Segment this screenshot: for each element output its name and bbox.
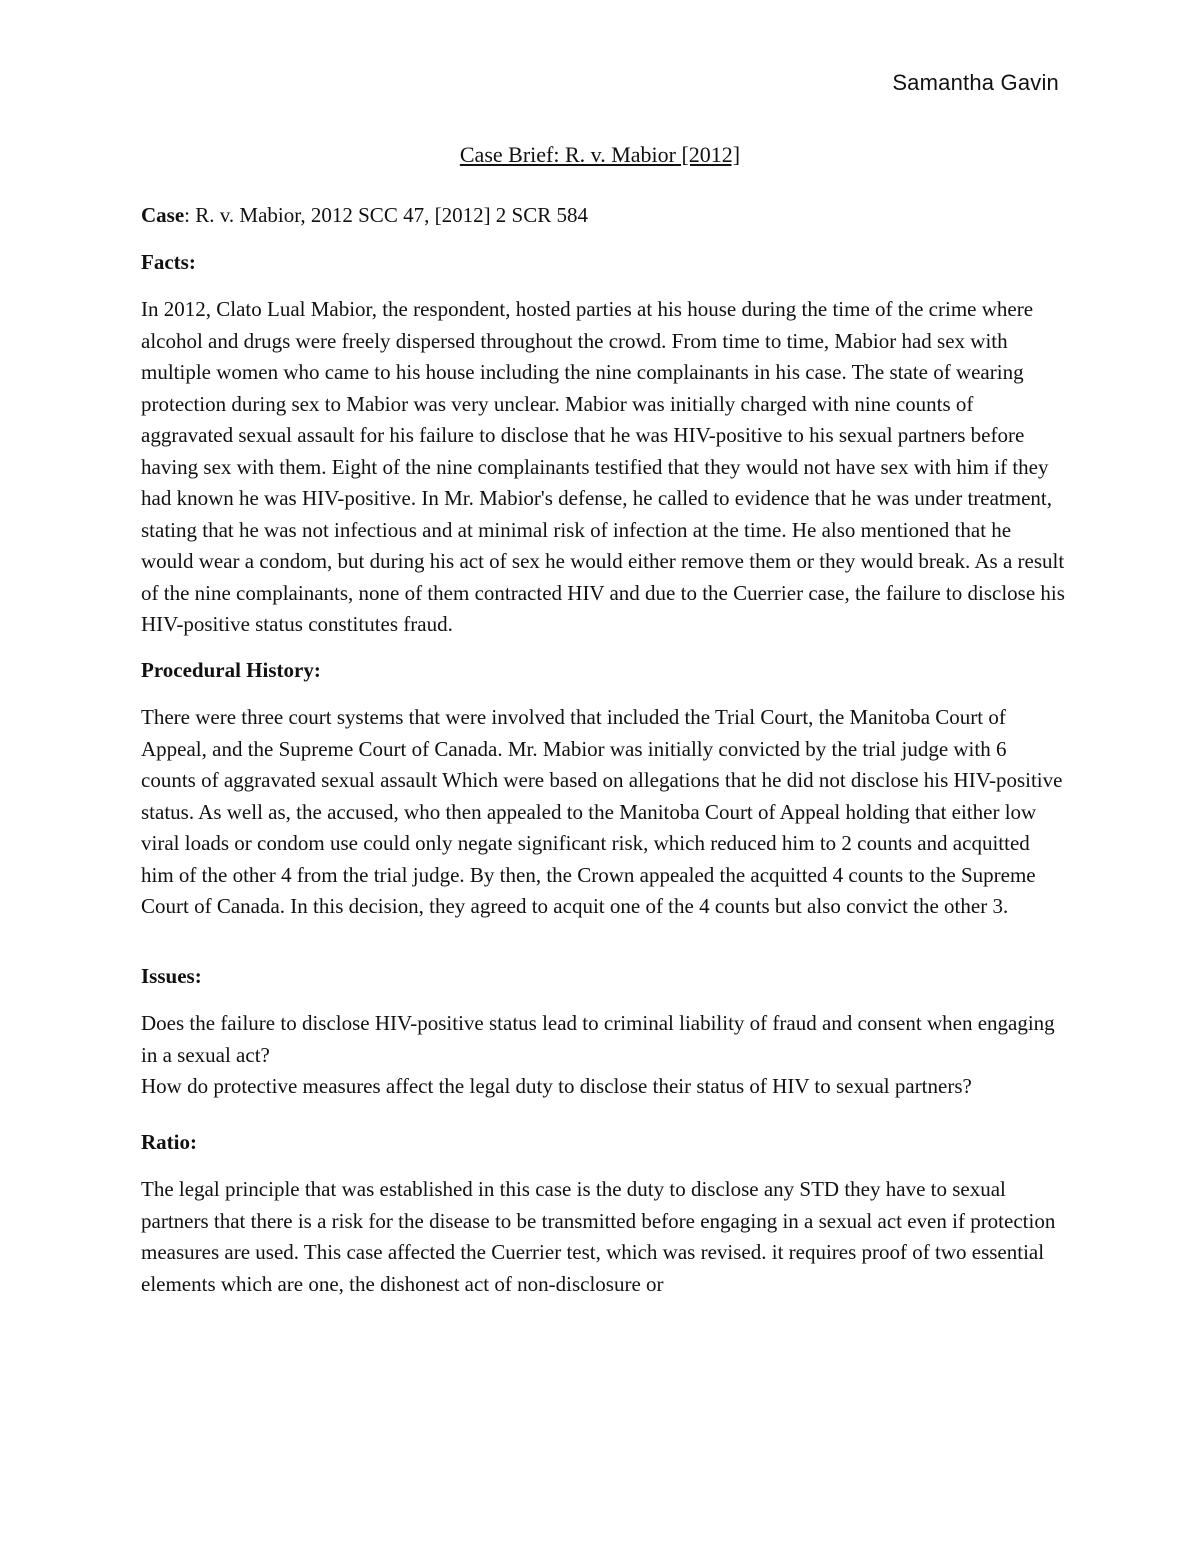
issues-heading: Issues: — [141, 963, 202, 988]
ratio-heading: Ratio: — [141, 1129, 197, 1154]
facts-heading: Facts: — [141, 249, 196, 274]
issue-item: Does the failure to disclose HIV-positive status lead to criminal liability of fraud and consent when engaging in a sexual act? — [141, 1011, 1055, 1067]
case-citation-line — [141, 200, 1066, 232]
facts-paragraph: In 2012, Clato Lual Mabior, the respondent, hosted parties at his house during the time of the crime where alcohol and drugs were freely dispersed throughout the crowd. From time to time, Mabior had sex with multiple women who came to his house including the nine complainants in his case. The state of wearing protection during sex to Mabior was very unclear. Mabior was initially charged with nine counts of aggravated sexual assault for his failure to disclose that he was HIV-positive to his sexual partners before having sex with them. Eight of the nine complainants testified that they would not have sex with him if they had known he was HIV-positive. In Mr. Mabior's defense, he called to evidence that he was under treatment, stating that he was not infectious and at minimal risk of infection at the time. He also mentioned that he would wear a condom, but during his act of sex he would either remove them or they would break. As a result of the nine complainants, none of them contracted HIV and due to the Cuerrier case, the failure to disclose his HIV-positive status constitutes fraud. — [141, 297, 1065, 636]
spacer — [141, 1103, 1066, 1127]
author-name: Samantha Gavin — [892, 70, 1059, 95]
document-body — [141, 200, 1066, 1314]
document-title: Case Brief: R. v. Mabior [2012] — [459, 142, 741, 167]
case-citation: : R. v. Mabior, 2012 SCC 47, [2012] 2 SCR 584 — [184, 203, 589, 227]
ratio-paragraph: The legal principle that was established in this case is the duty to disclose any STD they have to sexual partners that there is a risk for the disease to be transmitted before engaging in a sexual act even if protection measures are used. This case affected the Cuerrier test, which was revised. it requires proof of two essential elements which are one, the dishonest act of non-disclosure or — [141, 1177, 1056, 1296]
issue-item: How do protective measures affect the legal duty to disclose their status of HIV to sexual partners? — [141, 1074, 972, 1098]
procedural-history-heading: Procedural History: — [141, 657, 321, 682]
procedural-history-paragraph: There were three court systems that were involved that included the Trial Court, the Manitoba Court of Appeal, and the Supreme Court of Canada. Mr. Mabior was initially convicted by the trial judge with 6 counts of aggravated sexual assault Which were based on allegations that he did not disclose his HIV-positive status. As well as, the accused, who then appealed to the Manitoba Court of Appeal holding that either low viral loads or condom use could only negate significant risk, which reduced him to 2 counts and acquitted him of the other 4 from the trial judge. By then, the Crown appealed the acquitted 4 counts to the Supreme Court of Canada. In this decision, they agreed to acquit one of the 4 counts but also convict the other 3. — [141, 705, 1063, 918]
case-label: Case — [141, 203, 185, 227]
spacer — [141, 937, 1066, 961]
